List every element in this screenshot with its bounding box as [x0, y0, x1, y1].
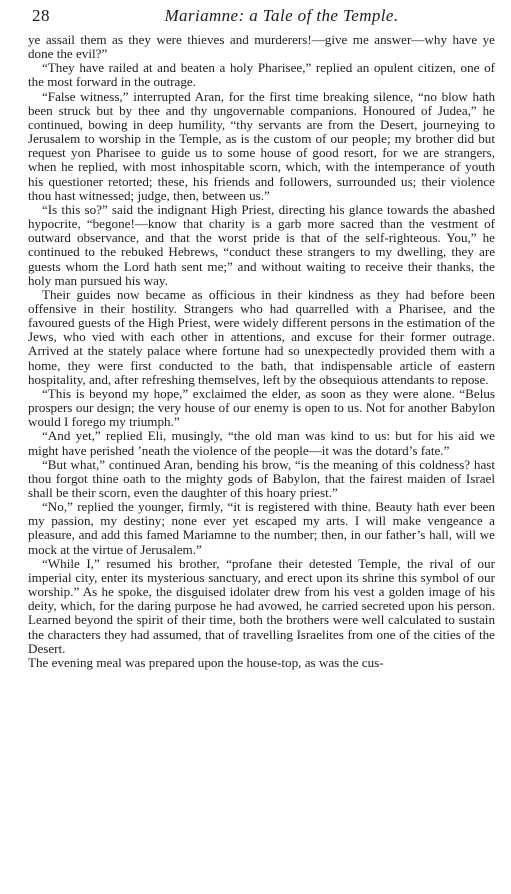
- page-header: [28, 6, 495, 28]
- running-title: Mariamne: a Tale of the Temple.: [164, 6, 399, 25]
- paragraph: The evening meal was prepared upon the house-top, as was the cus-: [28, 654, 384, 670]
- paragraph: “They have railed at and beaten a holy Pharisee,” replied an opulent citizen, one of the most forward in the outrage.: [28, 60, 495, 90]
- paragraph: “And yet,” replied Eli, musingly, “the old man was kind to us: but for his aid we might have perished ’neath the violence of the people—it was the dotard’s fate.”: [28, 428, 495, 458]
- paragraph: Their guides now became as officious in their kindness as they had before been offensive in their hostility. Strangers who had quarrelled with a Pharisee, and the favoured guests of the High Priest, were widely different persons in the estimation of the Jews, who vied with each other in attentions, and excuse for their former outrage. Arrived at the stately palace where fortune had so unexpectedly provided them with a home, they were first conducted to the bath, that indispensable article of eastern hospitality, and, after refreshing themselves, left by the obsequious attendants to repose.: [28, 286, 495, 387]
- paragraph: “No,” replied the younger, firmly, “it is registered with thine. Beauty hath ever been my passion, my destiny; none ever yet escaped my arts. I will make vengeance a pleasure, and add this famed Mariamne to the number; then, in our father’s hall, will we mock at the virtue of Jerusalem.”: [28, 499, 495, 557]
- paragraph: “Is this so?” said the indignant High Priest, directing his glance towards the abashed hypocrite, “begone!—know that charity is a garb more sacred than the vestment of outward observance, and that the worst pride is that of the self-righteous. You,” he continued to the rebuked Hebrews, “conduct these strangers to my dwelling, they are guests whom the Lord hath sent me;” and without waiting to receive their thanks, the holy man pursued his way.: [28, 201, 495, 288]
- paragraph: “But what,” continued Aran, bending his brow, “is the meaning of this coldness? hast thou forgot thine oath to the mighty gods of Babylon, that the fairest maiden of Israel shall be their scorn, even the daughter of this hoary priest.”: [28, 456, 495, 500]
- page-number: 28: [32, 6, 50, 25]
- paragraph: “This is beyond my hope,” exclaimed the elder, as soon as they were alone. “Belus prospers our design; the very house of our enemy is open to us. Not for another Babylon would I forego my triumph.”: [28, 385, 495, 430]
- body-text: [28, 33, 495, 670]
- paragraph: “While I,” resumed his brother, “profane their detested Temple, the rival of our imperial city, enter its mysterious sanctuary, and erect upon its shrine this symbol of our worship.” As he spoke, the disguised idolater drew from his vest a golden image of his deity, which, for the daring purpose he had avowed, he carried secreted upon his person. Learned beyond the spirit of their time, both the brothers were well calculated to sustain the characters they had assumed, that of travelling Israelites from one of the cities of the Desert.: [28, 555, 495, 656]
- paragraph: “False witness,” interrupted Aran, for the first time breaking silence, “no blow hath been struck but by thee and thy ungovernable companions. Honoured of Judea,” he continued, bowing in deep humility, “thy servants are from the Desert, journeying to Jerusalem to worship in the Temple, as is the custom of our people; my brother did but request yon Pharisee to guide us to some house of good resort, for we are strangers, when he replied, with most inhospitable scorn, which, with the intemperance of youth his questioner retorted; these, his friends and followers, surrounded us; their violence thou hast witnessed; judge, then, between us.”: [28, 88, 495, 203]
- paragraph: ye assail them as they were thieves and murderers!—give me answer—why have ye done the evil?”: [28, 32, 495, 62]
